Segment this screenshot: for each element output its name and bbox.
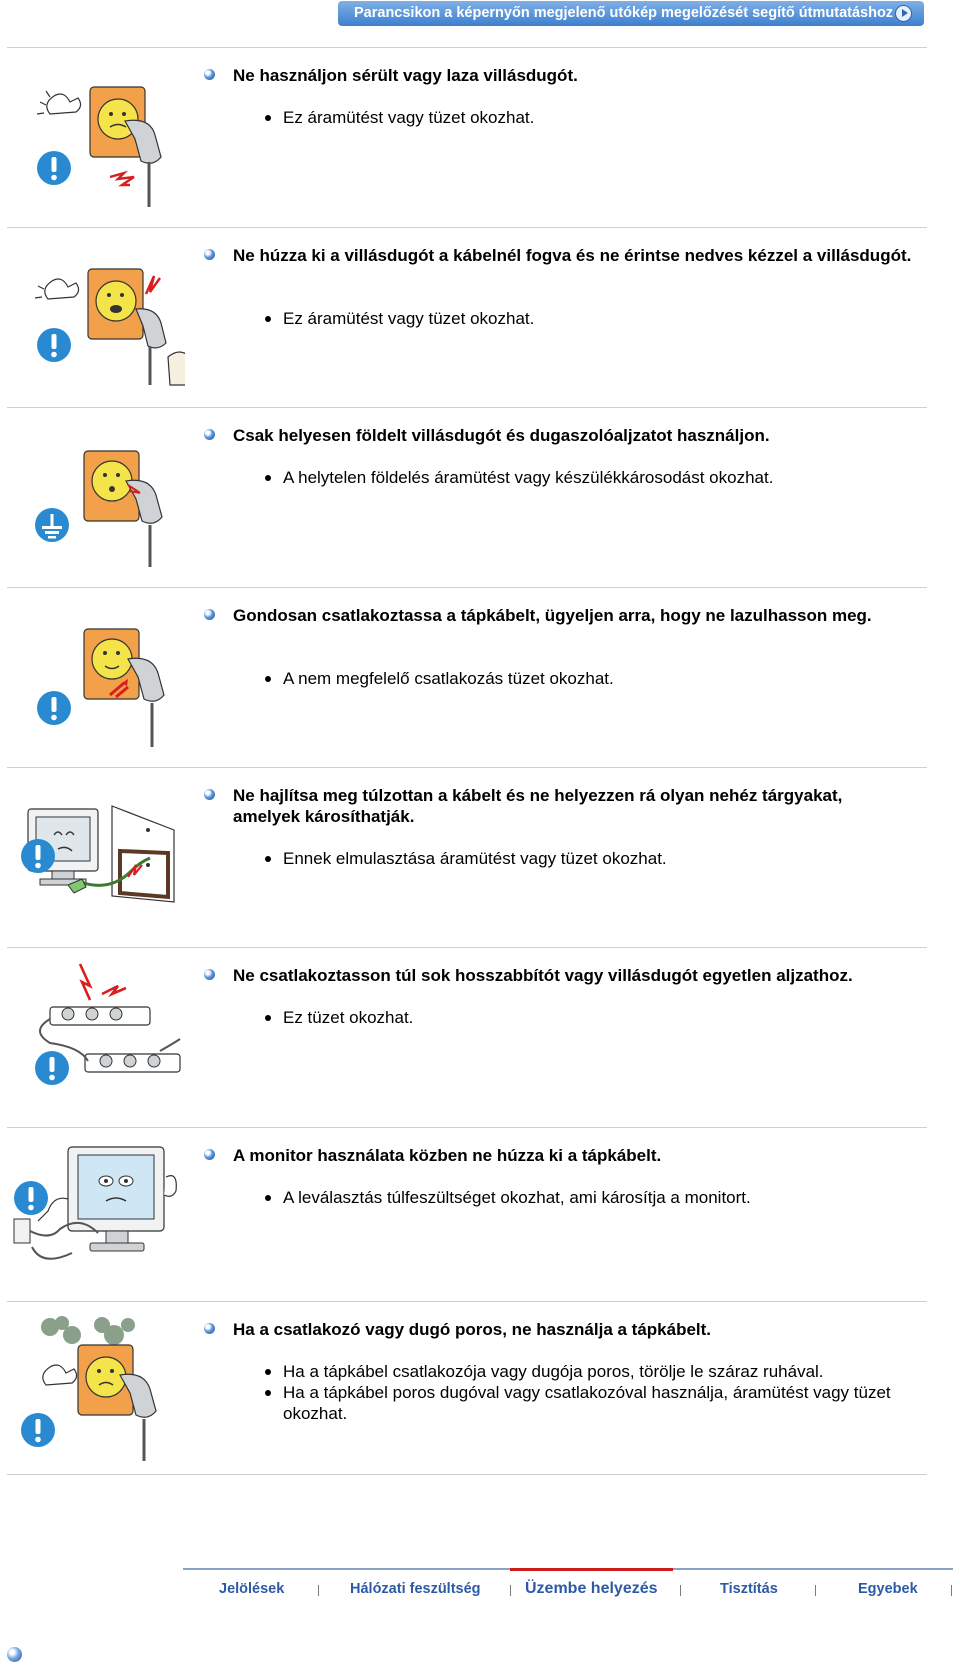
section-bullet-icon [204,609,215,620]
safety-section-grounding [0,415,930,595]
section-list [233,467,913,488]
section-bullet-icon [204,789,215,800]
bottom-nav [183,1568,953,1608]
section-list [233,1187,913,1208]
list-item: A leválasztás túlfeszültséget okozhat, ami károsítja a monitort. [233,1187,913,1208]
section-heading: Csak helyesen földelt villásdugót és dugaszolóaljzatot használjon. [233,426,770,445]
section-list [233,848,913,869]
play-arrow-icon [895,5,912,22]
section-list [233,107,913,128]
nav-separator [680,1585,681,1596]
shortcut-banner-link[interactable] [338,1,924,26]
safety-section-pull-cable [0,235,930,415]
section-bullet-icon [204,249,215,260]
section-list [233,308,913,329]
section-heading: A monitor használata közben ne húzza ki a tápkábelt. [233,1146,662,1165]
list-item: A helytelen földelés áramütést vagy készülékkárosodást okozhat. [233,467,913,488]
exclamation-icon [36,690,72,726]
list-item: Ha a tápkábel csatlakozója vagy dugója poros, törölje le száraz ruhával. [233,1361,913,1382]
section-heading: Ne csatlakoztasson túl sok hosszabbítót vagy villásdugót egyetlen aljzathoz. [233,966,853,985]
section-bullet-icon [204,429,215,440]
tab-halozati-feszultseg[interactable]: Hálózati feszültség [350,1581,481,1597]
divider [7,47,927,48]
tab-uzembe-helyezes[interactable]: Üzembe helyezés [525,1580,658,1597]
grounded-outlet-illustration [10,419,185,569]
safety-section-secure-connection [0,595,930,775]
damaged-plug-illustration [10,59,185,209]
list-item: Ez tüzet okozhat. [233,1007,913,1028]
section-bullet-icon [204,1323,215,1334]
list-item: Ez áramütést vagy tüzet okozhat. [233,308,913,329]
divider [7,407,927,408]
tab-jelolesek[interactable]: Jelölések [219,1581,285,1597]
safety-section-unplug-during-use [0,1135,930,1315]
section-heading: Gondosan csatlakoztassa a tápkábelt, ügyeljen arra, hogy ne lazulhasson meg. [233,606,872,625]
divider [7,227,927,228]
list-item: Ha a tápkábel poros dugóval vagy csatlakozóval használja, áramütést vagy tüzet okozhat. [233,1382,913,1424]
section-list [233,668,913,689]
safety-section-dusty-plug [0,1309,930,1489]
divider [7,1301,927,1302]
nav-separator [318,1585,319,1596]
section-heading: Ne hajlítsa meg túlzottan a kábelt és ne helyezzen rá olyan nehéz tárgyakat, amelyek károsíthatják. [233,786,843,826]
list-item: Ennek elmulasztása áramütést vagy tüzet okozhat. [233,848,913,869]
safety-section-damaged-plug [0,55,930,235]
active-tab-indicator [510,1568,673,1571]
divider [7,1127,927,1128]
corner-bullet-icon [7,1647,22,1662]
list-item: Ez áramütést vagy tüzet okozhat. [233,107,913,128]
exclamation-icon [36,150,72,186]
divider [7,947,927,948]
divider [7,767,927,768]
exclamation-icon [36,327,72,363]
banner-text: Parancsikon a képernyőn megjelenő utókép megelőzését segítő útmutatáshoz [354,5,894,21]
ground-icon [34,507,70,543]
section-list [233,1361,913,1424]
nav-separator [510,1585,511,1596]
divider [7,1474,927,1475]
list-item: A nem megfelelő csatlakozás tüzet okozhat. [233,668,913,689]
loose-plug-illustration [10,599,185,749]
section-bullet-icon [204,1149,215,1160]
section-heading: Ne használjon sérült vagy laza villásdugót. [233,66,578,85]
section-bullet-icon [204,969,215,980]
section-heading: Ha a csatlakozó vagy dugó poros, ne használja a tápkábelt. [233,1320,712,1339]
exclamation-icon [20,1412,56,1448]
exclamation-icon [34,1050,70,1086]
exclamation-icon [13,1180,49,1216]
section-bullet-icon [204,69,215,80]
safety-section-overload [0,955,930,1135]
safety-section-cable-bending [0,775,930,955]
overloaded-power-strip-illustration [10,959,185,1109]
exclamation-icon [20,838,56,874]
section-list [233,1007,913,1028]
nav-separator [815,1585,816,1596]
pull-cable-wet-hands-illustration [10,239,185,389]
divider [7,587,927,588]
tab-egyebek[interactable]: Egyebek [858,1581,918,1597]
nav-separator [951,1585,952,1596]
section-heading: Ne húzza ki a villásdugót a kábelnél fogva és ne érintse nedves kézzel a villásdugót. [233,246,912,265]
tab-tisztitas[interactable]: Tisztítás [720,1581,778,1597]
